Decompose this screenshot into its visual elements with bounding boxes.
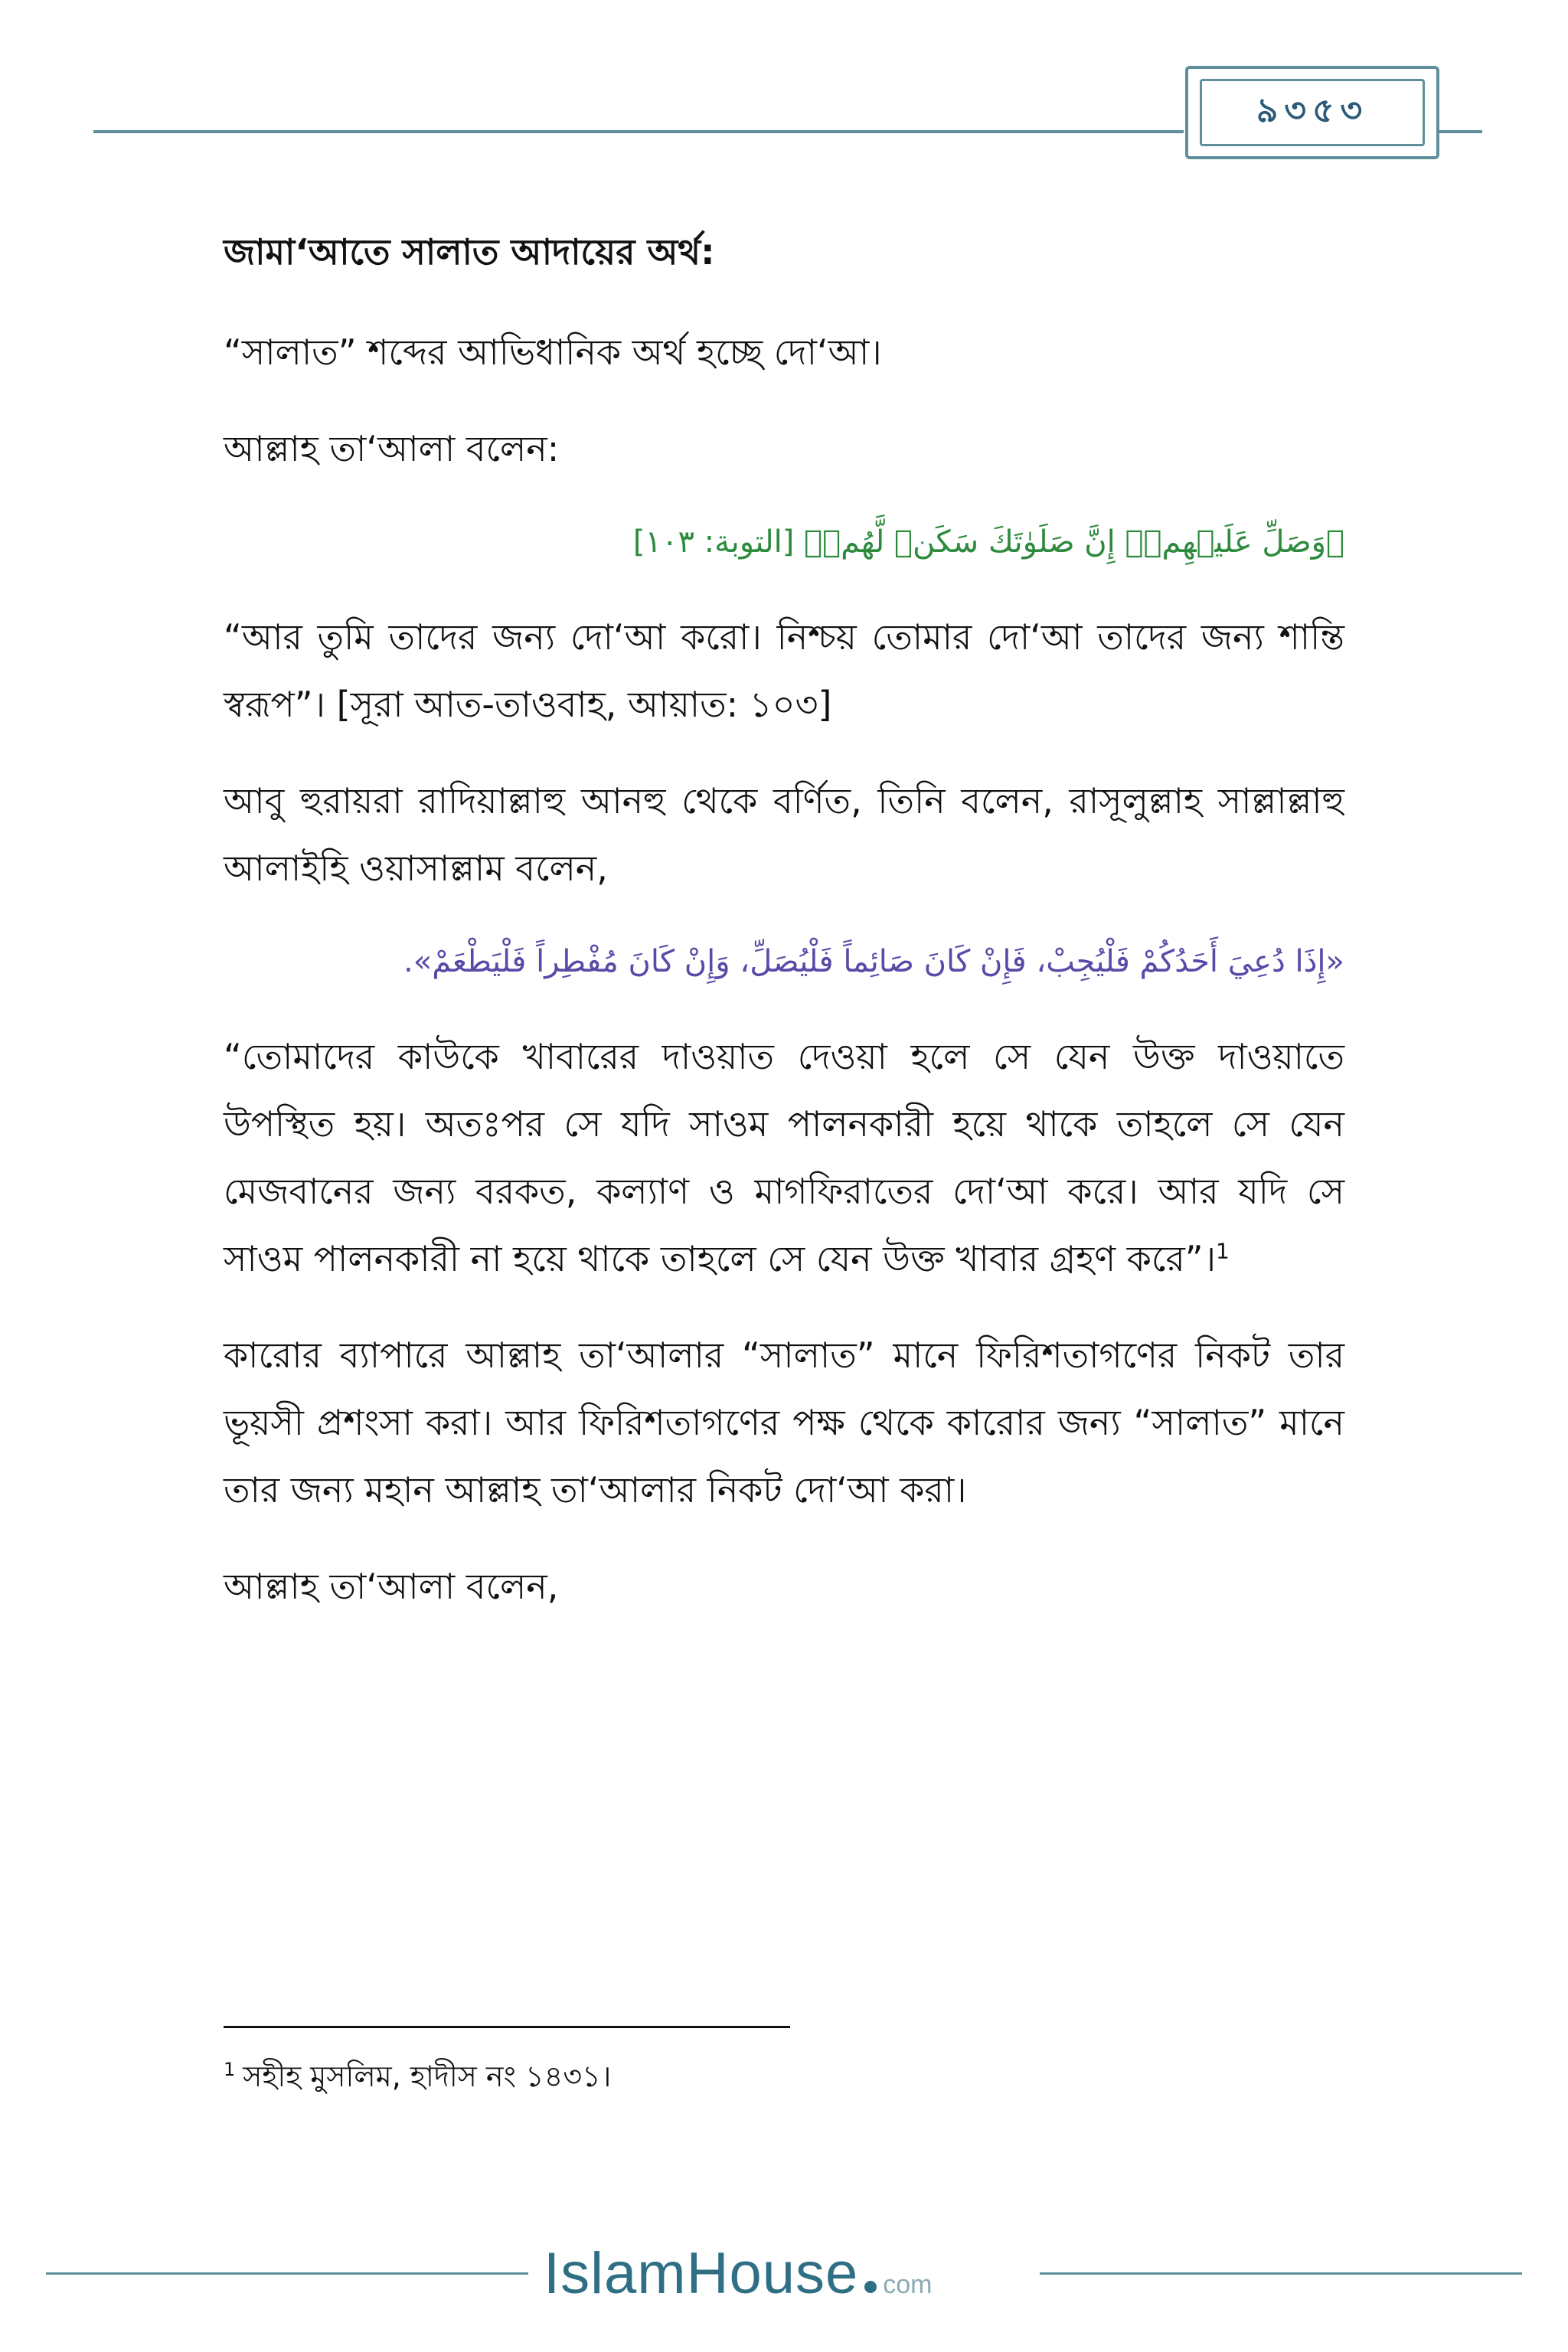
footer-rule-left xyxy=(46,2272,528,2275)
footer-rule-right xyxy=(1040,2272,1522,2275)
hadith-arabic: «إِذَا دُعِيَ أَحَدُكُمْ فَلْيُجِبْ، فَإِنْ كَانَ صَائِماً فَلْيُصَلِّ، وَإِنْ كَانَ مُفْطِراً فَلْيَطْعَمْ». xyxy=(403,943,1344,979)
brand-dot-icon xyxy=(864,2281,877,2293)
footnote-marker: 1 xyxy=(224,2059,236,2081)
header-rule-right xyxy=(1439,130,1482,133)
paragraph-5 xyxy=(224,1023,1344,1292)
brand-name: IslamHouse xyxy=(544,2241,859,2306)
footnote-divider xyxy=(224,2026,790,2028)
paragraph-6: কারোর ব্যাপারে আল্লাহ তা‘আলার “সালাত” মানে ফিরিশতাগণের নিকট তার ভূয়সী প্রশংসা করা। আর ফিরিশতাগণের পক্ষ থেকে কারোর জন্য “সালাত” মানে তার জন্য মহান আল্লাহ তা‘আলার নিকট দো‘আ করা। xyxy=(224,1334,1344,1511)
paragraph-2: আল্লাহ তা‘আলা বলেন: xyxy=(224,427,560,469)
paragraph-4: আবু হুরায়রা রাদিয়াল্লাহু আনহু থেকে বর্ণিত, তিনি বলেন, রাসূলুল্লাহ সাল্লাল্লাহু আলাইহি ওয়াসাল্লাম বলেন, xyxy=(224,779,1344,889)
page-number-badge xyxy=(1185,66,1439,159)
brand-domain: com xyxy=(883,2270,933,2299)
quran-verse-arabic: ﴿وَصَلِّ عَلَيۡهِمۡۖ إِنَّ صَلَوٰتَكَ سَكَنٞ لَّهُمۡ﴾ [التوبة: ١٠٣] xyxy=(632,524,1344,560)
page-number-badge-inner xyxy=(1200,79,1425,146)
paragraph-5-text: “তোমাদের কাউকে খাবারের দাওয়াত দেওয়া হলে সে যেন উক্ত দাওয়াতে উপস্থিত হয়। অতঃপর সে যদি সাওম পালনকারী হয়ে থাকে তাহলে সে যেন মেজবানের জন্য বরকত, কল্যাণ ও মাগফিরাতের দো‘আ করে। আর যদি সে সাওম পালনকারী না হয়ে থাকে তাহলে সে যেন উক্ত খাবার গ্রহণ করে”। xyxy=(224,1035,1344,1279)
paragraph-1: “সালাত” শব্দের আভিধানিক অর্থ হচ্ছে দো‘আ। xyxy=(224,331,882,373)
page-content xyxy=(224,230,1344,1649)
footnote-reference[interactable]: 1 xyxy=(1216,1238,1230,1264)
footer-logo xyxy=(544,2240,933,2309)
footnote xyxy=(224,2056,1344,2097)
section-heading: জামা‘আতে সালাত আদায়ের অর্থ: xyxy=(224,231,715,273)
page-number: ৯৩৫৩ xyxy=(1256,90,1369,130)
paragraph-3: “আর তুমি তাদের জন্য দো‘আ করো। নিশ্চয় তোমার দো‘আ তাদের জন্য শান্তি স্বরূপ”। [সূরা আত-তাওবাহ, আয়াত: ১০৩] xyxy=(224,616,1344,725)
footnote-text: সহীহ মুসলিম, হাদীস নং ১৪৩১। xyxy=(243,2060,612,2093)
paragraph-7: আল্লাহ তা‘আলা বলেন, xyxy=(224,1565,559,1607)
header-rule xyxy=(93,130,1184,133)
